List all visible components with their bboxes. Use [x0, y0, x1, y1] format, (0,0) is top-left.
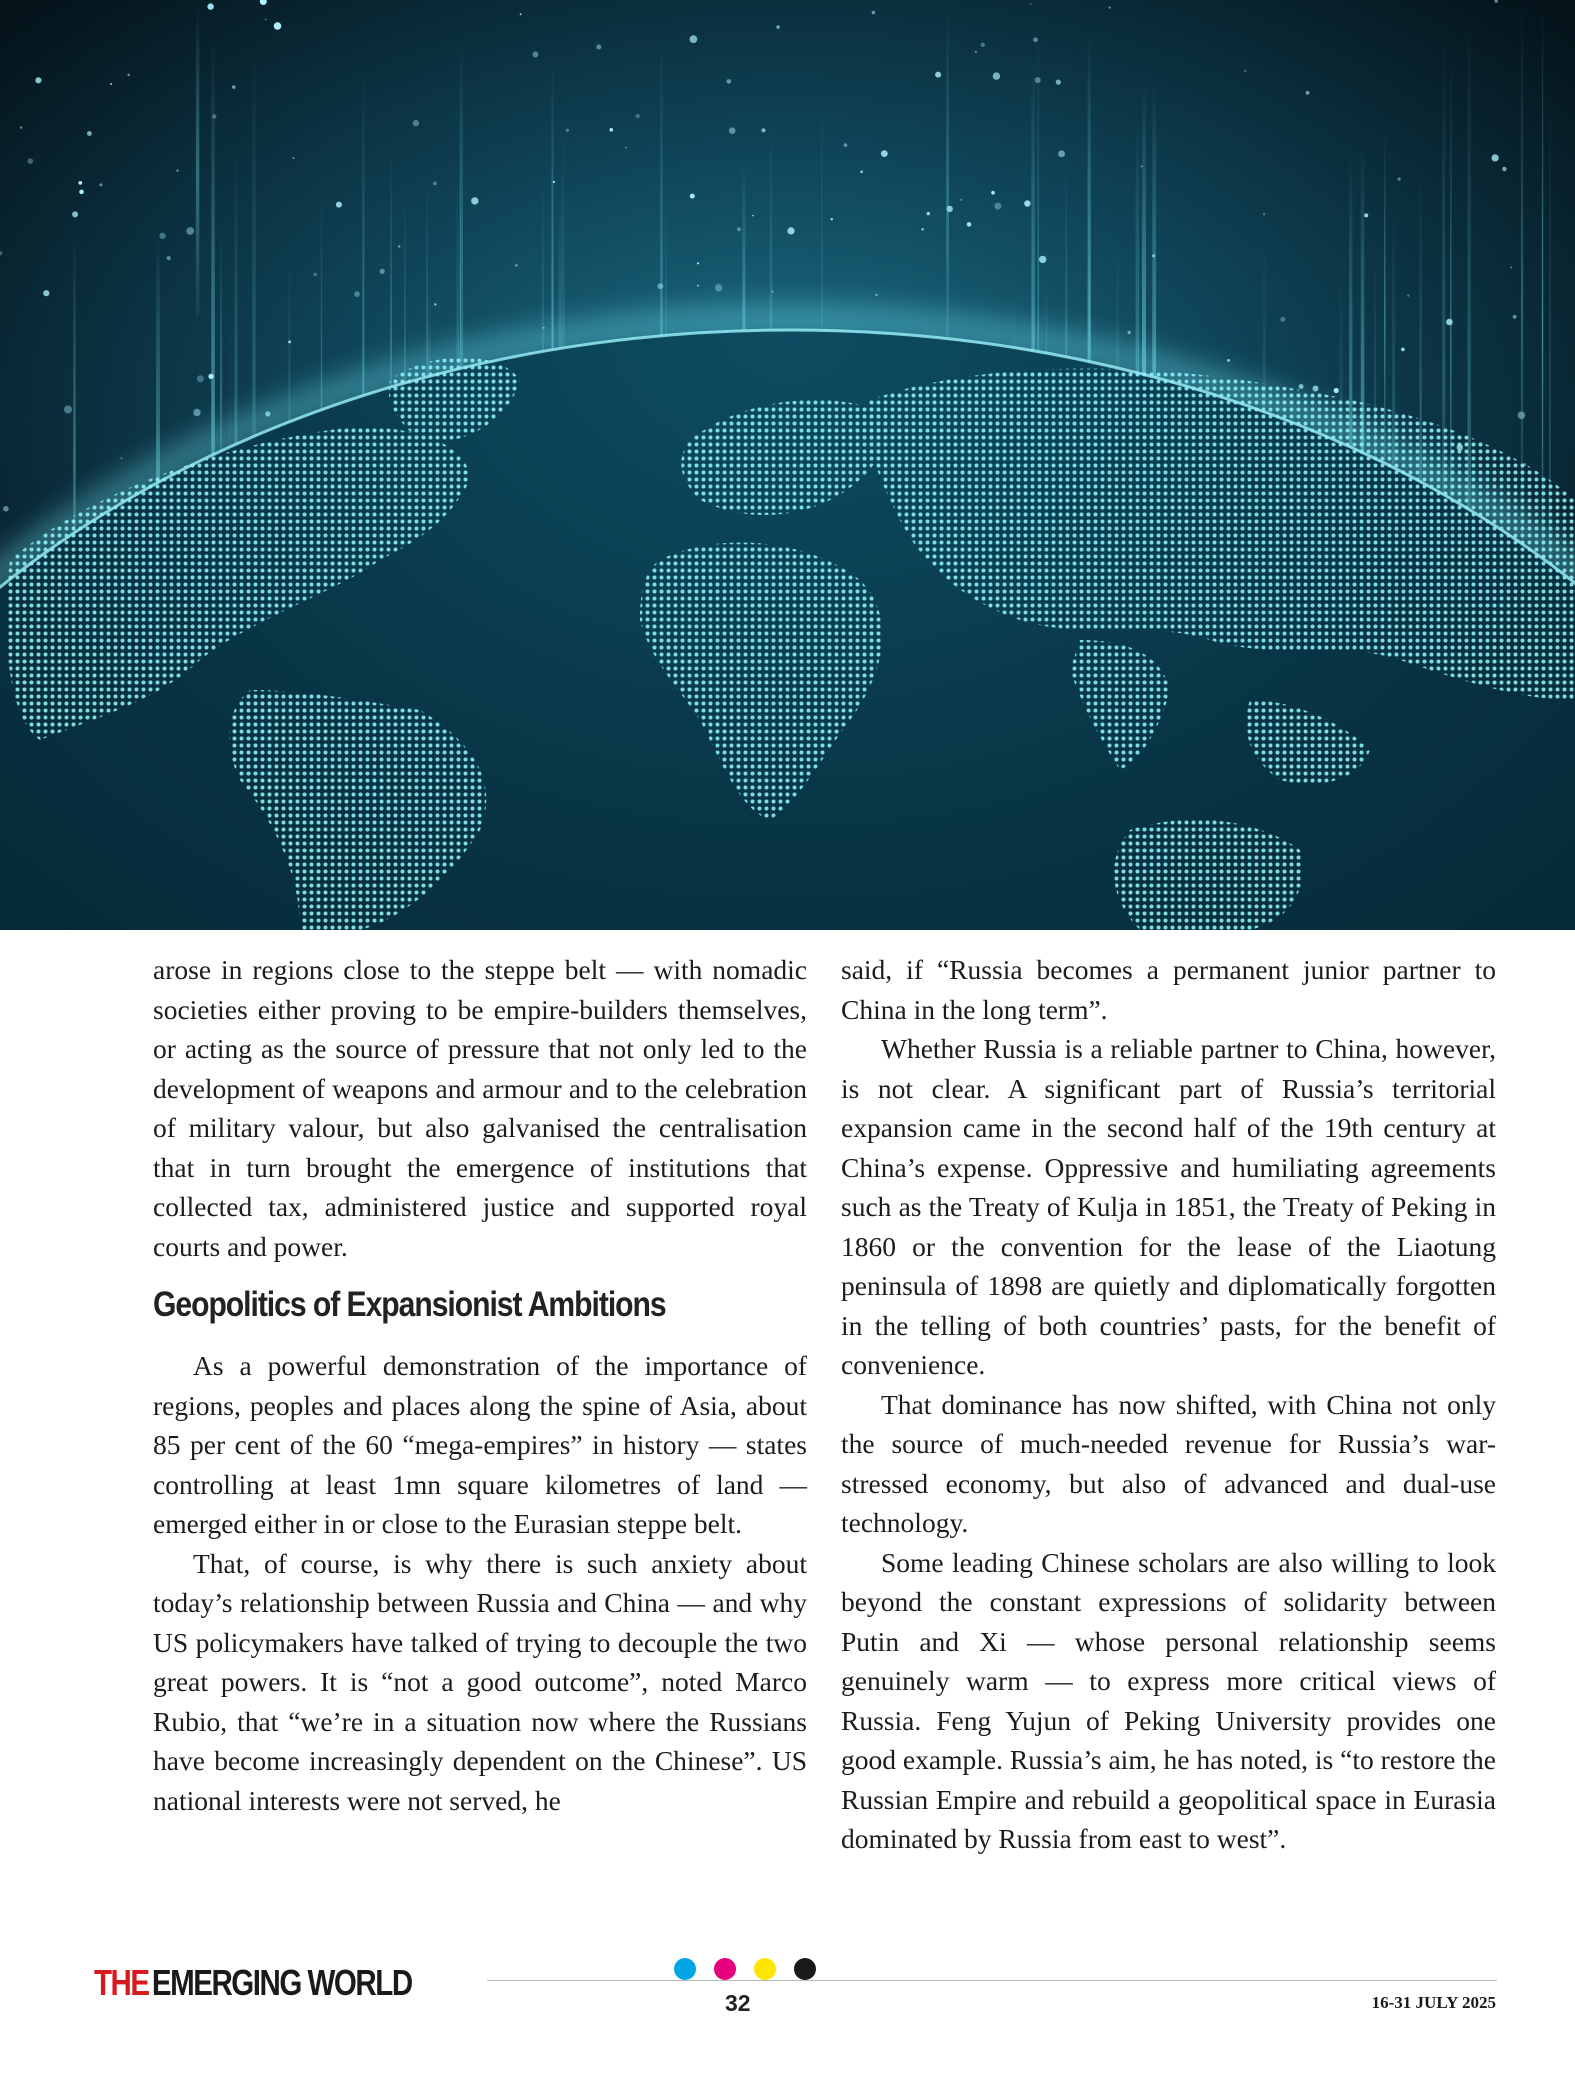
registration-dots — [674, 1958, 834, 1982]
star-dot — [1401, 348, 1405, 352]
page-footer — [0, 1950, 1575, 2087]
star-dot — [20, 126, 22, 128]
star-dot — [761, 128, 765, 132]
star-dot — [207, 3, 213, 9]
hero-image — [0, 0, 1575, 930]
star-dot — [1128, 331, 1131, 334]
star-dot — [737, 227, 741, 231]
star-dot — [193, 409, 200, 416]
star-dot — [3, 506, 9, 512]
star-dot — [433, 182, 437, 186]
star-dot — [610, 128, 614, 132]
star-dot — [354, 291, 360, 297]
star-dot — [697, 285, 699, 287]
star-dot — [1056, 80, 1061, 85]
star-dot — [265, 18, 267, 20]
star-dot — [532, 52, 538, 58]
star-dot — [1510, 267, 1512, 269]
star-dot — [1398, 178, 1401, 181]
star-dot — [35, 77, 41, 83]
star-dot — [636, 114, 640, 118]
star-dot — [1313, 386, 1319, 392]
star-dot — [1446, 319, 1453, 326]
paragraph: Whether Russia is a reliable partner to China, however, is not clear. A significant part of Russia’s territorial expansion came in the second half of the 19th century at China’s expense. Oppressive and humiliating agreements such as the Treaty of Kulja in 1851, the Treaty of Peking in 1860 or the convention for the lease of the Liaotung peninsula of 1898 are quietly and diplomatically forgotten in the telling of both countries’ pasts, for the benefit of convenience. — [841, 1033, 1496, 1380]
star-dot — [922, 228, 924, 230]
paragraph: said, if “Russia becomes a permanent junior partner to China in the long term”. — [841, 954, 1496, 1025]
masthead-title: EMERGING WORLD — [151, 1962, 412, 2003]
star-dot — [566, 129, 569, 132]
star-dot — [690, 194, 695, 199]
globe-network-icon — [0, 0, 1575, 930]
star-dot — [336, 202, 342, 208]
star-dot — [293, 157, 295, 159]
star-dot — [935, 72, 941, 78]
star-dot — [875, 294, 877, 296]
star-dot — [1024, 200, 1030, 206]
star-dot — [79, 190, 84, 195]
article-column-left — [153, 950, 807, 1820]
star-dot — [1039, 256, 1046, 263]
star-dot — [434, 303, 436, 305]
star-dot — [752, 215, 754, 217]
section-heading: Geopolitics of Expansionist Ambitions — [153, 1285, 666, 1324]
star-dot — [1513, 315, 1517, 319]
paragraph: That dominance has now shifted, with China not only the source of much-needed revenue for Russia’s war-stressed economy, but also of advanced and dual-use technology. — [841, 1388, 1496, 1538]
paragraph: Some leading Chinese scholars are also willing to look beyond the constant expressions of solidarity between Putin and Xi — whose personal relationship seems genuinely warm — to express more critical views of Russia. Feng Yujun of Peking University provides one good example. Russia’s aim, he has noted, is “to restore the Russian Empire and rebuild a geopolitical space in Eurasia dominated by Russia from east to west”. — [841, 1546, 1496, 1854]
star-dot — [831, 218, 833, 220]
star-dot — [715, 284, 722, 291]
star-dot — [1502, 167, 1506, 171]
star-dot — [967, 222, 972, 227]
star-dot — [727, 79, 732, 84]
article-column-right — [841, 950, 1496, 1859]
footer-rule — [487, 1980, 1497, 1981]
star-dot — [167, 256, 171, 260]
star-dot — [1492, 154, 1499, 161]
star-dot — [1364, 213, 1368, 217]
star-dot — [380, 269, 385, 274]
star-dot — [1030, 3, 1032, 5]
star-dot — [625, 147, 627, 149]
star-dot — [927, 212, 930, 215]
star-dot — [471, 197, 478, 204]
star-dot — [110, 83, 112, 85]
star-dot — [993, 72, 1000, 79]
star-dot — [690, 35, 698, 43]
star-dot — [159, 233, 165, 239]
star-dot — [1306, 91, 1310, 95]
star-dot — [78, 181, 82, 185]
star-dot — [697, 262, 699, 264]
star-dot — [28, 158, 34, 164]
star-dot — [72, 211, 78, 217]
star-dot — [1299, 384, 1304, 389]
paragraph: As a powerful demonstration of the importance of regions, peoples and places along the spine of Asia, about 85 per cent of the 60 “mega-empires” in history — states controlling at least 1mn square kilometres of land — emerged either in or close to the Eurasian steppe belt. — [153, 1350, 807, 1539]
star-dot — [1227, 359, 1230, 362]
light-beam — [196, 5, 199, 317]
star-dot — [232, 85, 235, 88]
star-dot — [1033, 37, 1038, 42]
star-dot — [186, 227, 194, 235]
star-dot — [197, 375, 204, 382]
star-dot — [398, 245, 400, 247]
yellow-dot-icon — [754, 1958, 776, 1980]
star-dot — [860, 171, 863, 174]
star-dot — [994, 203, 1001, 210]
page-number: 32 — [725, 1990, 751, 2016]
star-dot — [87, 131, 92, 136]
star-dot — [120, 457, 122, 459]
masthead-the: THE — [94, 1962, 149, 2003]
star-dot — [1334, 388, 1339, 393]
star-dot — [413, 120, 419, 126]
paragraph: That, of course, is why there is such anxiety about today’s relationship between Russia and China — and why US policymakers have talked of trying to decouple the two great powers. It is “not a good outcome”, noted Marco Rubio, that “we’re in a situation now where the Russians have become increasingly dependent on the Chinese”. US national interests were not served, he — [153, 1547, 807, 1816]
star-dot — [1244, 70, 1247, 73]
star-dot — [127, 74, 130, 77]
star-dot — [1108, 6, 1110, 8]
star-dot — [981, 43, 985, 47]
star-dot — [960, 199, 962, 201]
star-dot — [99, 183, 102, 186]
issue-date: 16-31 JULY 2025 — [1371, 1993, 1496, 2012]
masthead-logo — [94, 1962, 412, 2004]
star-dot — [991, 191, 995, 195]
star-dot — [313, 273, 317, 277]
star-dot — [729, 127, 736, 134]
paragraph: arose in regions close to the steppe belt — with nomadic societies either proving to be empire-builders themselves, or acting as the source of pressure that not only led to the development of weapons and armour and to the celebration of military valour, but also galvanised the centralisation that in turn brought the emergence of institutions that collected tax, administered justice and supported royal courts and power. — [153, 954, 807, 1262]
star-dot — [844, 143, 848, 147]
star-dot — [975, 51, 977, 53]
star-dot — [1407, 295, 1409, 297]
star-dot — [787, 227, 794, 234]
star-dot — [881, 150, 888, 157]
star-dot — [1263, 213, 1265, 215]
star-dot — [872, 11, 876, 15]
star-dot — [43, 290, 49, 296]
star-dot — [64, 406, 72, 414]
black-dot-icon — [794, 1958, 816, 1980]
star-dot — [515, 264, 517, 266]
magenta-dot-icon — [714, 1958, 736, 1980]
star-dot — [274, 22, 282, 30]
cyan-dot-icon — [674, 1958, 696, 1980]
star-dot — [1058, 150, 1065, 157]
star-dot — [520, 13, 522, 15]
star-dot — [776, 25, 779, 28]
star-dot — [596, 45, 601, 50]
star-dot — [1280, 317, 1285, 322]
star-dot — [176, 170, 178, 172]
